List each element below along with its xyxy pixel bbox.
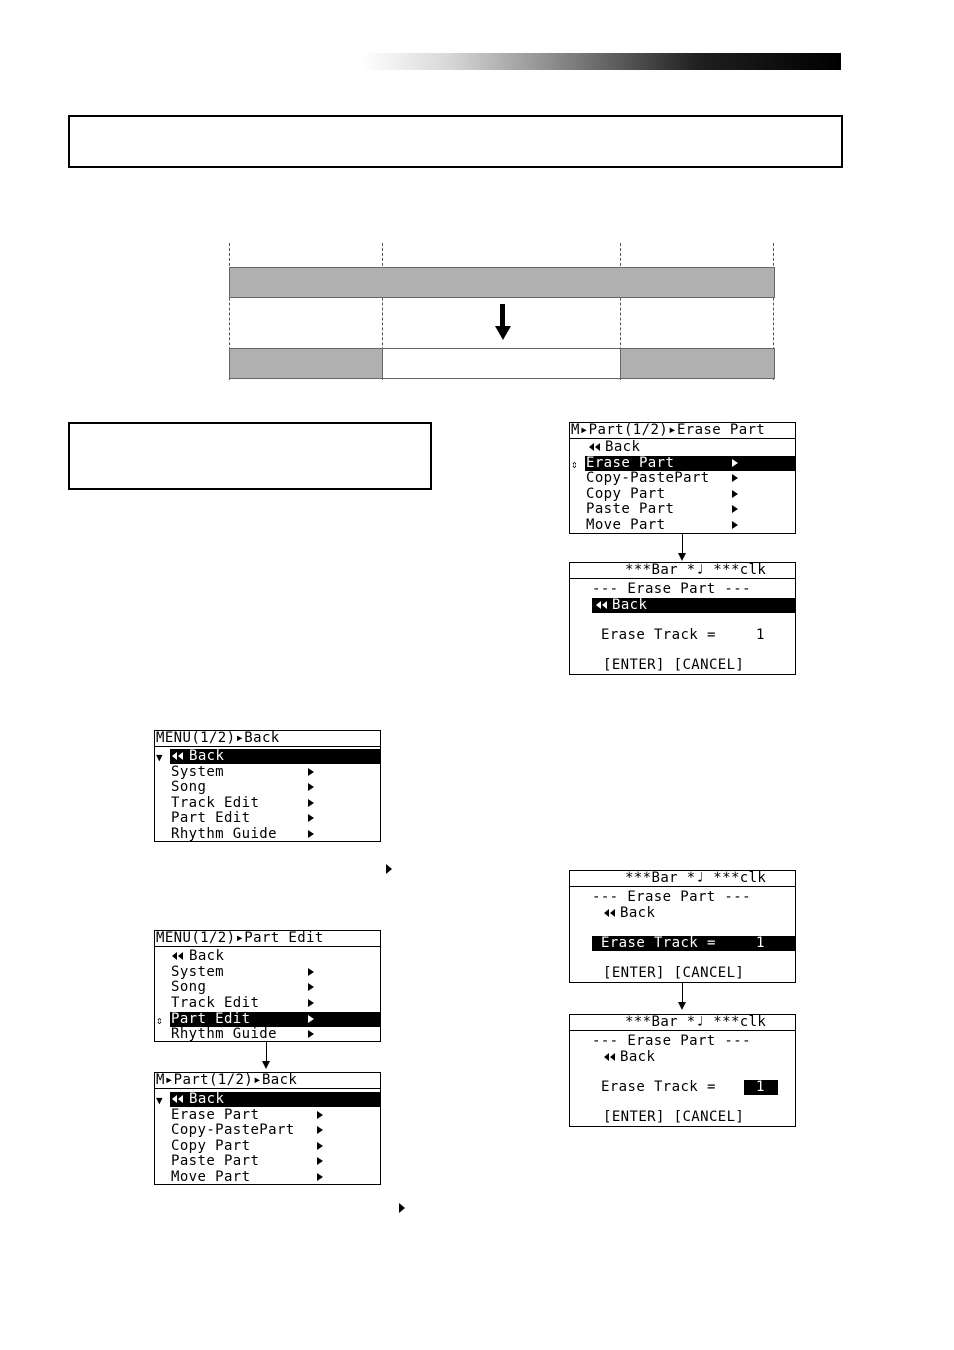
lcd-item: Paste Part xyxy=(171,1153,260,1169)
lcd-footer: [ENTER] [CANCEL] xyxy=(603,657,745,673)
lcd-header: ***Bar *♩ ***clk xyxy=(625,562,767,578)
submenu-arrow-icon xyxy=(308,783,314,791)
submenu-arrow-icon xyxy=(732,521,738,529)
lcd-back-label: Back xyxy=(612,597,648,613)
diagram-track-before xyxy=(229,267,775,298)
lcd-erase-value-editing xyxy=(569,1014,796,1127)
submenu-arrow-icon xyxy=(317,1157,323,1165)
submenu-arrow-icon xyxy=(308,968,314,976)
lcd-item: Song xyxy=(171,979,207,995)
back-icon xyxy=(172,752,177,760)
lcd-item: Move Part xyxy=(586,517,666,533)
lcd-item: Track Edit xyxy=(171,995,260,1011)
lcd-header: ***Bar *♩ ***clk xyxy=(625,870,767,886)
lcd-menu-part-edit xyxy=(154,930,381,1042)
lcd-part-menu-back xyxy=(154,1072,381,1185)
lcd-item: Copy Part xyxy=(171,1138,251,1154)
flow-arrow xyxy=(682,534,683,554)
lcd-subtitle: --- Erase Part --- xyxy=(592,1033,751,1049)
diagram-after-right xyxy=(620,348,775,379)
flow-arrowhead-icon xyxy=(678,553,686,561)
flow-arrow xyxy=(682,983,683,1003)
submenu-arrow-icon xyxy=(308,983,314,991)
lcd-title: M▸Part(1/2)▸Back xyxy=(156,1072,298,1088)
submenu-arrow-icon xyxy=(732,474,738,482)
lcd-track-value: 1 xyxy=(756,1079,765,1095)
lcd-menu-back xyxy=(154,730,381,842)
diagram-after-left xyxy=(229,348,383,379)
lcd-item: Copy-PastePart xyxy=(586,470,710,486)
lcd-back-label: Back xyxy=(620,905,656,921)
submenu-arrow-icon xyxy=(308,830,314,838)
lcd-item: Move Part xyxy=(171,1169,251,1185)
submenu-arrow-icon xyxy=(308,799,314,807)
submenu-arrow-icon xyxy=(317,1111,323,1119)
lcd-item: Track Edit xyxy=(171,795,260,811)
right-triangle-icon xyxy=(386,864,392,874)
flow-arrowhead-icon xyxy=(262,1061,270,1069)
right-triangle-icon xyxy=(399,1203,405,1213)
lcd-back-label: Back xyxy=(189,748,225,764)
submenu-arrow-icon xyxy=(317,1173,323,1181)
lcd-item: Copy-PastePart xyxy=(171,1122,295,1138)
down-arrow-icon xyxy=(495,304,511,340)
lcd-footer: [ENTER] [CANCEL] xyxy=(603,1109,745,1125)
submenu-arrow-icon xyxy=(732,505,738,513)
lcd-item: Part Edit xyxy=(171,810,251,826)
submenu-arrow-icon xyxy=(308,1015,314,1023)
submenu-arrow-icon xyxy=(317,1142,323,1150)
lcd-item: Rhythm Guide xyxy=(171,1026,277,1042)
scroll-down-icon: ▼ xyxy=(156,1094,164,1107)
lcd-item: Copy Part xyxy=(586,486,666,502)
lcd-item: Part Edit xyxy=(171,1011,251,1027)
lcd-title: M▸Part(1/2)▸Erase Part xyxy=(571,422,766,438)
submenu-arrow-icon xyxy=(308,999,314,1007)
lcd-item: Erase Part xyxy=(586,455,675,471)
back-icon xyxy=(172,1095,177,1103)
lcd-title: MENU(1/2)▸Back xyxy=(156,730,280,746)
lcd-back-label: Back xyxy=(605,439,641,455)
lcd-part-menu-erase-selected xyxy=(569,422,796,534)
lcd-erase-track-selected xyxy=(569,870,796,983)
back-icon xyxy=(596,601,601,609)
lcd-subtitle: --- Erase Part --- xyxy=(592,581,751,597)
lcd-track-value: 1 xyxy=(756,935,765,951)
lcd-footer: [ENTER] [CANCEL] xyxy=(603,965,745,981)
lcd-item: Song xyxy=(171,779,207,795)
submenu-arrow-icon xyxy=(308,1030,314,1038)
flow-arrow xyxy=(266,1042,267,1062)
lcd-item: Erase Part xyxy=(171,1107,260,1123)
flow-arrowhead-icon xyxy=(678,1002,686,1010)
scroll-updown-icon: ⇕ xyxy=(571,458,579,471)
submenu-arrow-icon xyxy=(308,814,314,822)
lcd-track-value: 1 xyxy=(756,627,765,643)
lcd-header: ***Bar *♩ ***clk xyxy=(625,1014,767,1030)
lcd-track-label: Erase Track = xyxy=(601,1079,716,1095)
lcd-back-label: Back xyxy=(189,1091,225,1107)
lcd-item: System xyxy=(171,964,224,980)
erase-diagram xyxy=(0,0,954,400)
lcd-back-label: Back xyxy=(189,948,225,964)
lcd-back-label: Back xyxy=(620,1049,656,1065)
lcd-item: Rhythm Guide xyxy=(171,826,277,842)
lcd-item: System xyxy=(171,764,224,780)
back-icon xyxy=(604,909,609,917)
procedure-title-box xyxy=(68,422,432,490)
submenu-arrow-icon xyxy=(317,1126,323,1134)
submenu-arrow-icon xyxy=(732,459,738,467)
back-icon xyxy=(589,443,594,451)
lcd-item: Paste Part xyxy=(586,501,675,517)
lcd-track-label: Erase Track = xyxy=(601,935,716,951)
back-icon xyxy=(604,1053,609,1061)
submenu-arrow-icon xyxy=(732,490,738,498)
lcd-track-label: Erase Track = xyxy=(601,627,716,643)
lcd-subtitle: --- Erase Part --- xyxy=(592,889,751,905)
scroll-updown-icon: ⇕ xyxy=(156,1014,164,1027)
scroll-down-icon: ▼ xyxy=(156,751,164,764)
diagram-after-erased xyxy=(383,348,620,379)
back-icon xyxy=(172,952,177,960)
submenu-arrow-icon xyxy=(308,768,314,776)
lcd-erase-back-selected xyxy=(569,562,796,675)
lcd-title: MENU(1/2)▸Part Edit xyxy=(156,930,324,946)
